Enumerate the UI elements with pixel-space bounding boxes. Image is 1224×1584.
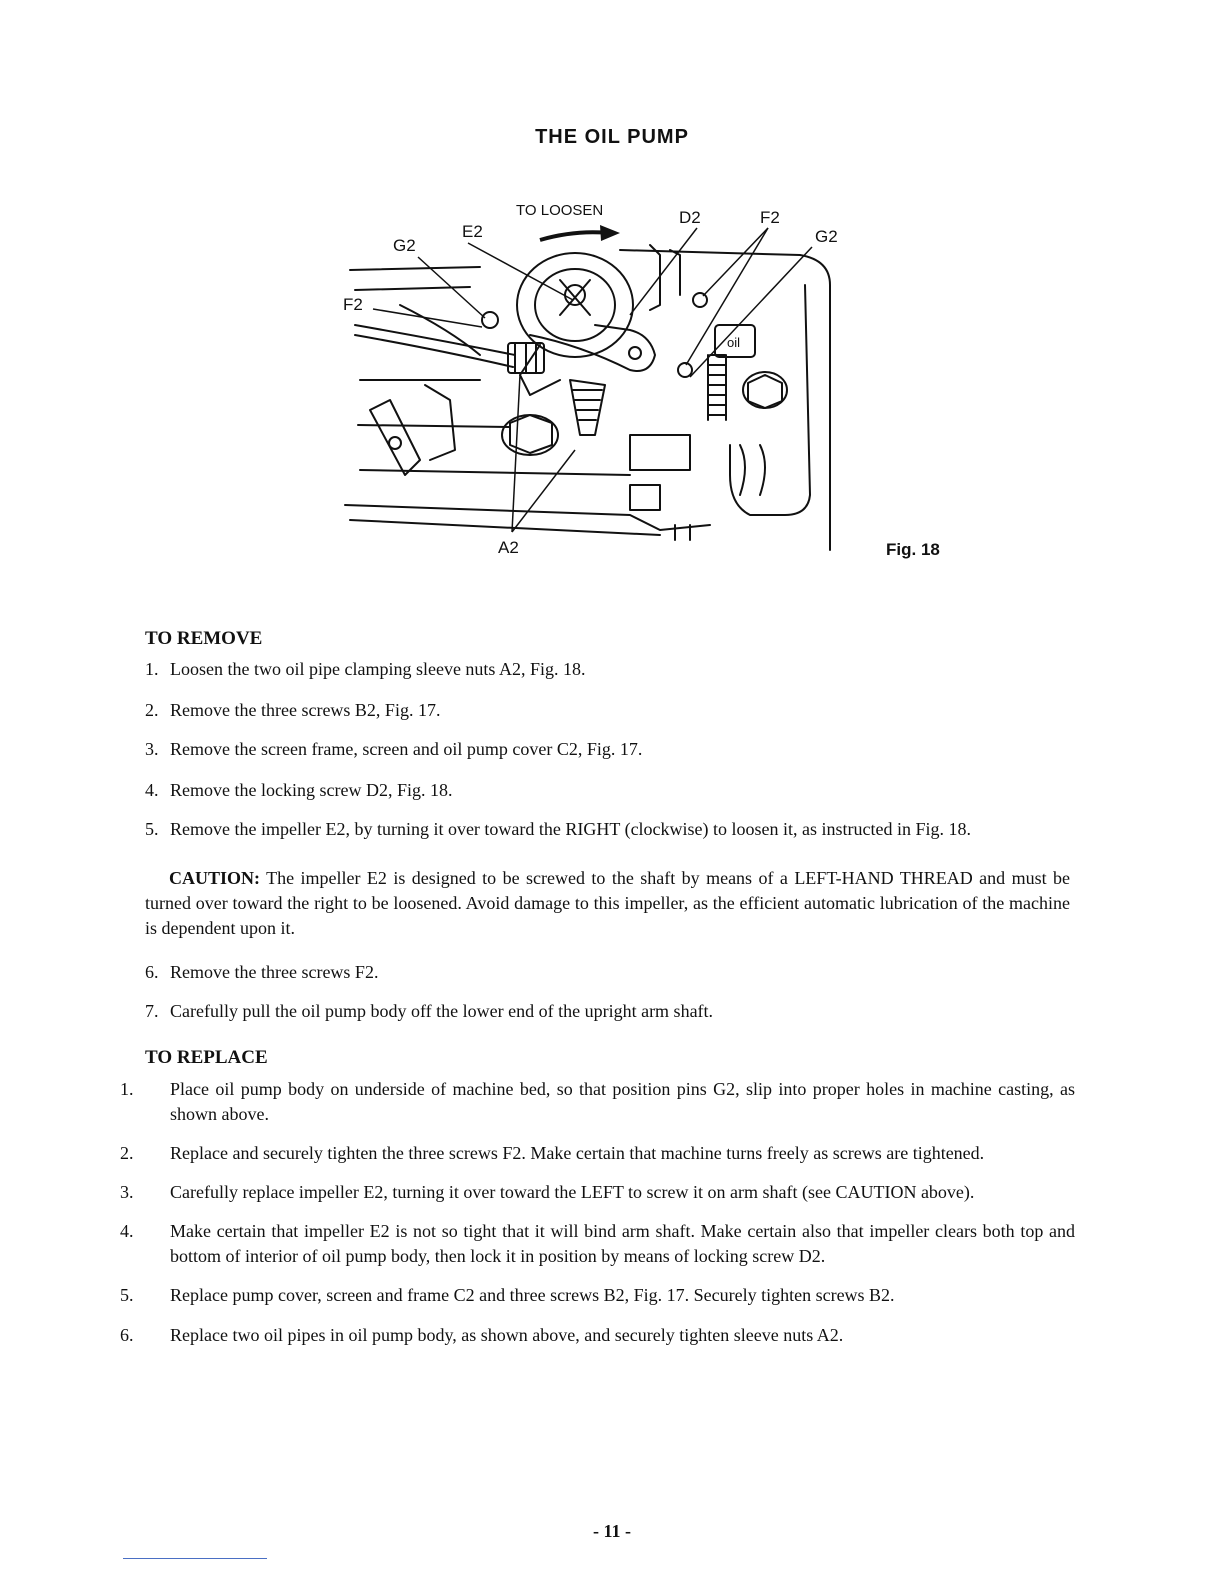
remove-step-7: 7. Carefully pull the oil pump body off the lower end of the upright arm shaft. bbox=[145, 1001, 714, 1021]
remove-heading: TO REMOVE bbox=[145, 628, 263, 649]
replace-heading: TO REPLACE bbox=[145, 1047, 268, 1068]
page-number: - 11 - bbox=[593, 1521, 631, 1541]
remove-step-2: 2. Remove the three screws B2, Fig. 17. bbox=[145, 700, 441, 720]
replace-step-1: 1. Place oil pump body on underside of machine bed, so that position pins G2, slip into proper holes in machine casting, as shown above. bbox=[120, 1079, 1075, 1124]
page-title: THE OIL PUMP bbox=[535, 126, 689, 148]
svg-text:oil: oil bbox=[727, 335, 741, 350]
oil-pump-diagram bbox=[330, 195, 850, 570]
label-a2: A2 bbox=[498, 538, 519, 557]
label-d2: D2 bbox=[679, 208, 701, 227]
replace-step-6: 6. Replace two oil pipes in oil pump body, as shown above, and securely tighten sleeve nuts A2. bbox=[120, 1325, 844, 1345]
label-g2-left: G2 bbox=[393, 236, 416, 255]
replace-step-4: 4. Make certain that impeller E2 is not so tight that it will bind arm shaft. Make certain also that impeller clears both top and bottom of interior of oil pump body, then lock it in position by means of locking screw D2. bbox=[120, 1221, 1075, 1266]
remove-step-1: 1. Loosen the two oil pipe clamping sleeve nuts A2, Fig. 18. bbox=[145, 659, 586, 679]
label-f2-right: F2 bbox=[760, 208, 780, 227]
remove-step-6: 6. Remove the three screws F2. bbox=[145, 962, 379, 982]
label-g2-right: G2 bbox=[815, 227, 838, 246]
replace-step-3: 3. Carefully replace impeller E2, turning it over toward the LEFT to screw it on arm shaft (see CAUTION above). bbox=[120, 1182, 975, 1202]
replace-step-2: 2. Replace and securely tighten the three screws F2. Make certain that machine turns freely as screws are tightened. bbox=[120, 1143, 985, 1163]
footer-rule bbox=[123, 1558, 267, 1559]
caution-note: CAUTION: The impeller E2 is designed to be screwed to the shaft by means of a LEFT-HAND THREAD and must be turned over toward the right to be loosened. Avoid damage to this impeller, as the efficient automatic lubrication of the machine is dependent upon it. bbox=[145, 868, 1070, 938]
replace-step-5: 5. Replace pump cover, screen and frame C2 and three screws B2, Fig. 17. Securely tighten screws B2. bbox=[120, 1285, 895, 1305]
label-e2: E2 bbox=[462, 222, 483, 241]
label-to-loosen: TO LOOSEN bbox=[516, 202, 604, 219]
remove-step-5: 5. Remove the impeller E2, by turning it over toward the RIGHT (clockwise) to loosen it, as instructed in Fig. 18. bbox=[145, 819, 972, 839]
remove-step-3: 3. Remove the screen frame, screen and oil pump cover C2, Fig. 17. bbox=[145, 739, 643, 759]
figure-caption: Fig. 18 bbox=[886, 540, 940, 559]
label-f2-left: F2 bbox=[343, 295, 363, 314]
remove-step-4: 4. Remove the locking screw D2, Fig. 18. bbox=[145, 780, 453, 800]
